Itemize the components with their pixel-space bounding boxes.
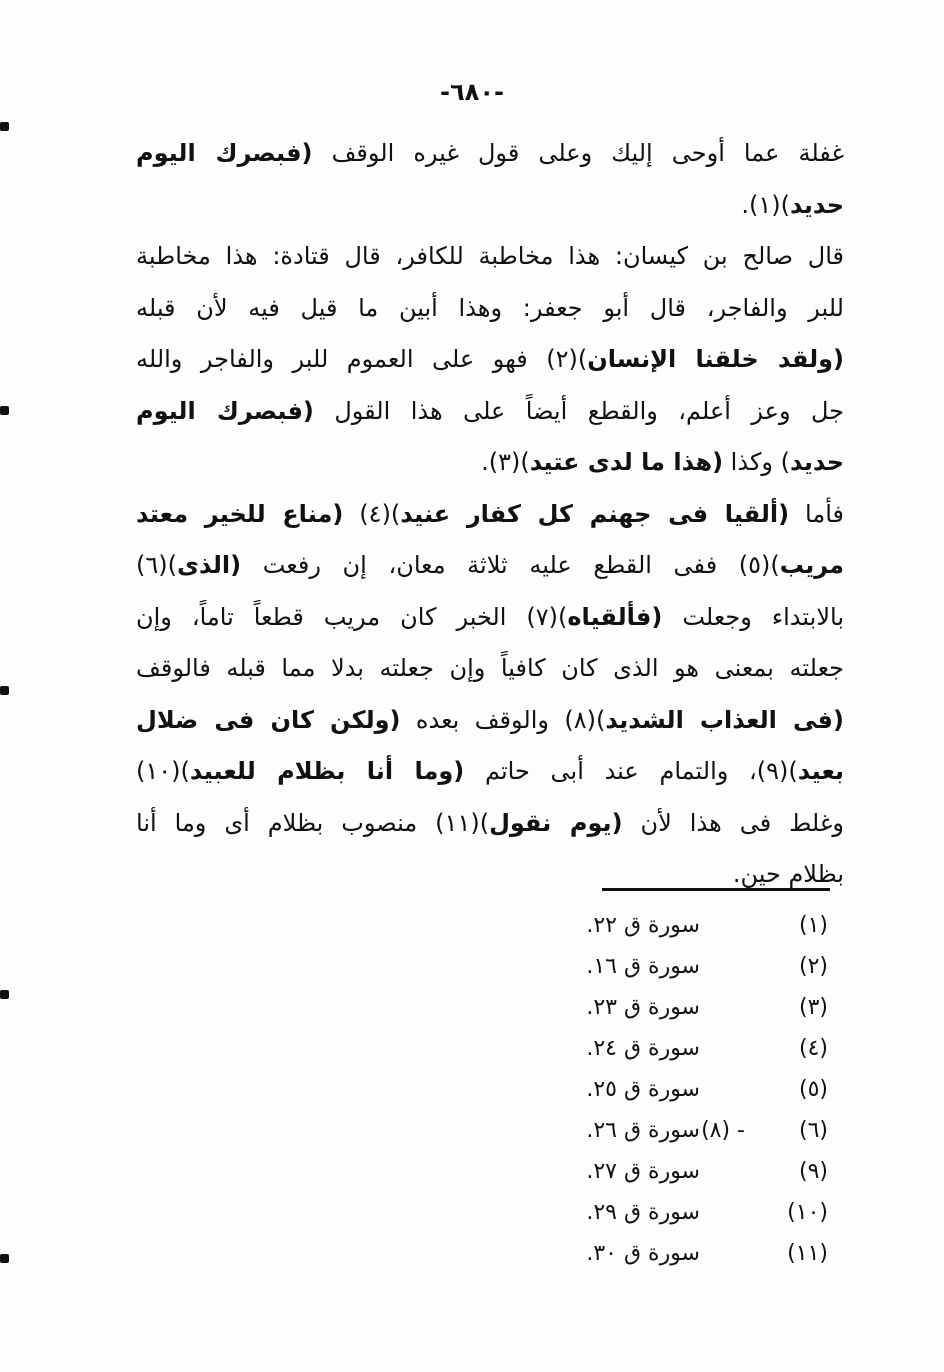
text-segment: )(٦) [136,551,177,579]
text-segment: )(١٠) [136,757,190,785]
margin-mark [0,1254,9,1263]
footnote-number: (٦) [798,1118,828,1143]
footnote-text: سورة ق ٢٧. [586,1159,700,1184]
footnote-number: (٢) [798,954,828,979]
footnote-text: سورة ق ٢٢. [586,913,700,938]
text-segment: )(٣). [481,448,530,476]
text-segment: وغلط فى هذا لأن [622,808,845,837]
footnote-text: سورة ق ٢٩. [586,1200,700,1225]
footnote-number: (٤) [798,1036,828,1061]
footnote-number: (١) [798,913,828,938]
footnote-item [540,905,840,946]
text-segment: )(٩)، والتمام عند أبى حاتم [464,757,798,785]
text-segment: جعلته بمعنى هو الذى كان كافياً وإن جعلته بدلا مما قبله فالوقف [136,654,844,682]
footnote-text: سورة ق ٢٥. [586,1077,700,1102]
quran-quote: حديد [789,448,844,476]
quran-quote: (وما أنا بظلام للعبيد [189,757,465,785]
text-line [136,437,844,489]
footnote-item [540,1110,840,1151]
text-line [136,231,844,283]
footnote-item [540,1028,840,1069]
text-line [136,489,844,541]
quran-quote: (ولقد خلقنا الإنسان [587,345,844,373]
footnote-item [540,1233,840,1274]
text-line [136,283,844,335]
text-line [136,334,844,386]
text-segment: )(٧) الخبر كان مريب قطعاً تاماً، وإن [136,602,568,631]
text-segment: )(٤) [343,499,401,528]
quran-quote: مريب [779,551,844,579]
footnotes [540,905,840,1274]
text-segment: للبر والفاجر، قال أبو جعفر: وهذا أبين ما قيل فيه لأن قبله [136,293,844,322]
quran-quote: (فبصرك اليوم [136,139,313,167]
body-text [136,128,844,901]
footnote-number: (٩) [798,1159,828,1184]
margin-mark [0,406,9,415]
footnote-number: (١٠) [787,1200,828,1225]
quran-quote: (ولكن كان فى ضلال [136,705,401,734]
footnote-number: (١١) [787,1241,828,1266]
footnote-range: - (٨) [701,1118,745,1143]
footnote-item [540,1192,840,1233]
footnote-number: (٣) [798,995,828,1020]
footnote-text: سورة ق ٣٠. [586,1241,700,1266]
footnote-text: سورة ق ١٦. [586,954,700,979]
text-segment: )(٨) والوقف بعده [400,705,606,734]
margin-mark [0,686,9,695]
text-segment: ) وكذا [723,448,790,476]
text-segment: )(١). [741,190,790,219]
quran-quote: (مناع للخير معتد [136,499,344,528]
quran-quote: بعيد [797,757,844,785]
text-segment: )(٥) ففى القطع عليه ثلاثة معان، إن رفعت [241,551,780,579]
quran-quote: (فى العذاب الشديد [605,705,844,734]
footnote-item [540,1151,840,1192]
quran-quote: (الذى [177,551,242,579]
quran-quote: (فبصرك اليوم [136,396,314,425]
quran-quote: (هذا ما لدى عتيد [529,448,724,476]
quran-quote: حديد [789,190,844,219]
quran-quote: (ألقيا فى جهنم كل كفار عنيد [400,499,790,528]
text-segment: قال صالح بن كيسان: هذا مخاطبة للكافر، قال قتادة: هذا مخاطبة [136,242,844,270]
footnote-number: (٥) [798,1077,828,1102]
footnote-text: سورة ق ٢٣. [586,995,700,1020]
text-line [136,798,844,850]
text-line [136,128,844,180]
text-segment: جل وعز أعلم، والقطع أيضاً على هذا القول [313,396,844,425]
quran-quote: (يوم نقول [489,808,623,837]
text-segment: بالابتداء وجعلت [662,602,844,631]
text-line [136,849,844,901]
page-number: -٦٨٠- [440,78,504,106]
text-segment: )(١١) منصوب بظلام أى وما أنا [136,808,490,837]
text-segment: فأما [789,499,845,528]
footnote-item [540,946,840,987]
text-line [136,695,844,747]
footnote-text: سورة ق ٢٤. [586,1036,700,1061]
text-line [136,540,844,592]
text-segment: غفلة عما أوحى إليك وعلى قول غيره الوقف [312,139,844,167]
footnote-text: سورة ق ٢٦. [586,1118,700,1143]
text-segment: )(٢) فهو على العموم للبر والفاجر والله [136,345,588,373]
margin-mark [0,122,9,131]
text-line [136,386,844,438]
footnote-separator [602,888,830,891]
text-line [136,180,844,232]
footnote-item [540,987,840,1028]
text-line [136,746,844,798]
text-line [136,643,844,695]
margin-mark [0,990,9,999]
quran-quote: (فألقياه [567,602,663,631]
text-line [136,592,844,644]
text-segment: بظلام حين. [732,860,844,888]
footnote-item [540,1069,840,1110]
